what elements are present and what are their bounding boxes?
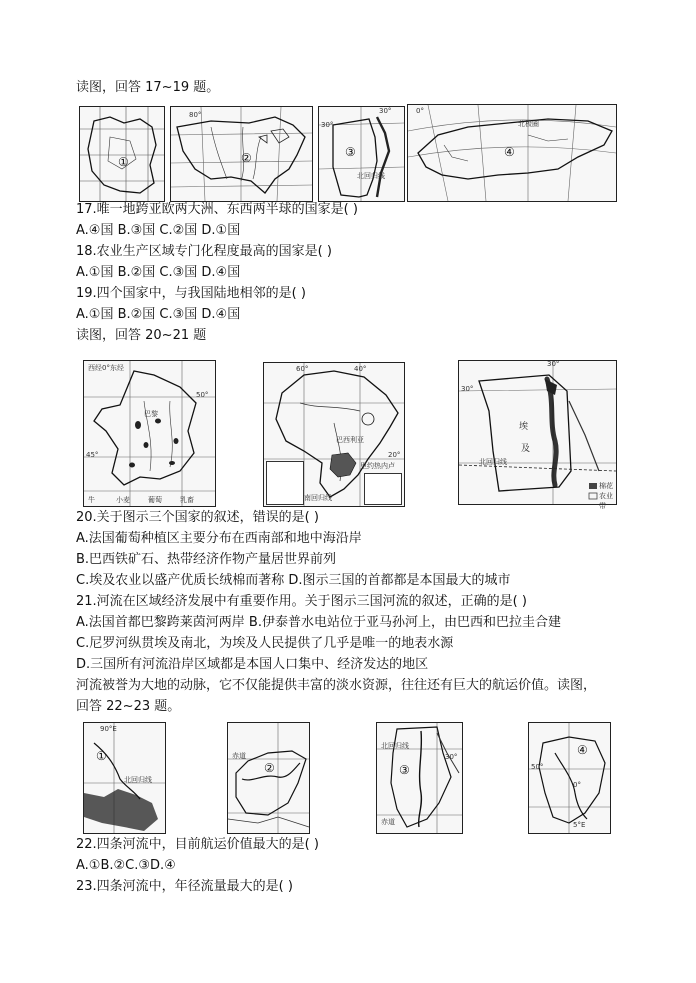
brazil-lon2: 40°: [354, 365, 367, 373]
brazil-lon1: 60°: [296, 365, 309, 373]
france-legend-wheat: 小麦: [116, 496, 130, 504]
question-21-d: D.三国所有河流沿岸区域都是本国人口集中、经济发达的地区: [76, 657, 429, 672]
egypt-legend-farm: 农业带: [599, 492, 613, 510]
river-label-4: ④: [577, 743, 588, 757]
map-river-2: [227, 722, 310, 834]
brazil-legend: [266, 461, 304, 505]
brazil-legend-2: [364, 473, 402, 505]
egypt-tropic: 北回归线: [479, 458, 507, 466]
question-21: 21.河流在区域经济发展中有重要作用。关于图示三国河流的叙述，正确的是( ): [76, 594, 527, 609]
question-19: 19.四个国家中，与我国陆地相邻的是( ): [76, 286, 306, 301]
question-18-options: A.①国 B.②国 C.③国 D.④国: [76, 265, 241, 280]
question-22-options: A.①B.②C.③D.④: [76, 858, 176, 873]
river4-lat: 50°: [531, 763, 544, 771]
map-country-2: [170, 106, 313, 202]
map2-meridian: 80°: [189, 111, 202, 119]
map-label-2: ②: [241, 151, 252, 165]
egypt-name-1: 埃: [519, 422, 529, 432]
france-paris: 巴黎: [144, 410, 158, 418]
france-lat2: 50°: [196, 391, 209, 399]
map4-meridian: 0°: [416, 107, 424, 115]
intro-22-23-line2: 回答 22~23 题。: [76, 699, 181, 714]
intro-22-23-line1: 河流被誉为大地的动脉，它不仅能提供丰富的淡水资源，往往还有巨大的航运价值。读图，: [76, 678, 597, 693]
question-20-a: A.法国葡萄种植区主要分布在西南部和地中海沿岸: [76, 531, 362, 546]
map-river-1: [83, 722, 166, 834]
map3-meridian: 30°: [379, 107, 392, 115]
map-label-4: ④: [504, 145, 515, 159]
river3-tropic: 北回归线: [381, 742, 409, 750]
map4-arctic: 北极圈: [518, 120, 539, 128]
map-brazil: [263, 362, 405, 507]
map-label-3: ③: [345, 145, 356, 159]
intro-17-19: 读图，回答 17~19 题。: [76, 80, 220, 95]
map-egypt: [458, 360, 617, 510]
question-23: 23.四条河流中，年径流量最大的是( ): [76, 879, 293, 894]
question-20-cd: C.埃及农业以盛产优质长绒棉而著称 D.图示三国的首都都是本国最大的城市: [76, 573, 511, 588]
france-legend-cattle: 牛: [88, 496, 95, 504]
map-river-4: [528, 722, 611, 834]
egypt-lat: 30°: [461, 385, 474, 393]
map-country-1: [79, 106, 165, 202]
question-20-b: B.巴西铁矿石、热带经济作物产量居世界前列: [76, 552, 337, 567]
question-22: 22.四条河流中，目前航运价值最大的是( ): [76, 837, 319, 852]
map-label-1: ①: [118, 155, 129, 169]
france-lon: 西经0°东经: [88, 364, 124, 372]
river4-lon: 0°: [573, 781, 581, 789]
brazil-tropic: 南回归线: [304, 494, 332, 502]
river-label-1: ①: [96, 749, 107, 763]
intro-20-21: 读图，回答 20~21 题: [76, 328, 207, 343]
river-label-3: ③: [399, 763, 410, 777]
brazil-city: 里约热内卢: [360, 462, 395, 470]
brazil-lat: 20°: [388, 451, 401, 459]
question-18: 18.农业生产区域专门化程度最高的国家是( ): [76, 244, 332, 259]
question-21-ab: A.法国首都巴黎跨莱茵河两岸 B.伊泰普水电站位于亚马孙河上，由巴西和巴拉圭合建: [76, 615, 561, 630]
river-label-2: ②: [264, 761, 275, 775]
question-20: 20.关于图示三个国家的叙述，错误的是( ): [76, 510, 319, 525]
question-17-options: A.④国 B.③国 C.②国 D.①国: [76, 223, 241, 238]
map-france: [83, 360, 216, 507]
france-legend-dairy: 乳畜: [180, 496, 194, 504]
question-21-c: C.尼罗河纵贯埃及南北，为埃及人民提供了几乎是唯一的地表水源: [76, 636, 454, 651]
question-17: 17.唯一地跨亚欧两大洲、东西两半球的国家是( ): [76, 202, 358, 217]
river1-tropic: 北回归线: [124, 776, 152, 784]
river4-bottom: 5°E: [573, 821, 586, 829]
question-19-options: A.①国 B.②国 C.③国 D.④国: [76, 307, 241, 322]
river2-eq: 赤道: [232, 752, 246, 760]
france-legend-grape: 葡萄: [148, 496, 162, 504]
egypt-legend-cotton: 棉花: [599, 482, 613, 490]
river3-lon: 30°: [445, 753, 458, 761]
map-country-3: [318, 106, 405, 202]
map3-lat: 30°: [321, 121, 334, 129]
egypt-name-2: 及: [521, 444, 531, 454]
river1-top: 90°E: [100, 725, 117, 733]
france-lat: 45°: [86, 451, 99, 459]
map3-tropic: 北回归线: [357, 172, 385, 180]
map-river-3: [376, 722, 463, 834]
river3-eq: 赤道: [381, 818, 395, 826]
egypt-lon: 30°: [547, 360, 560, 368]
map-country-4: [407, 104, 617, 202]
brazil-capital: 巴西利亚: [336, 436, 364, 444]
